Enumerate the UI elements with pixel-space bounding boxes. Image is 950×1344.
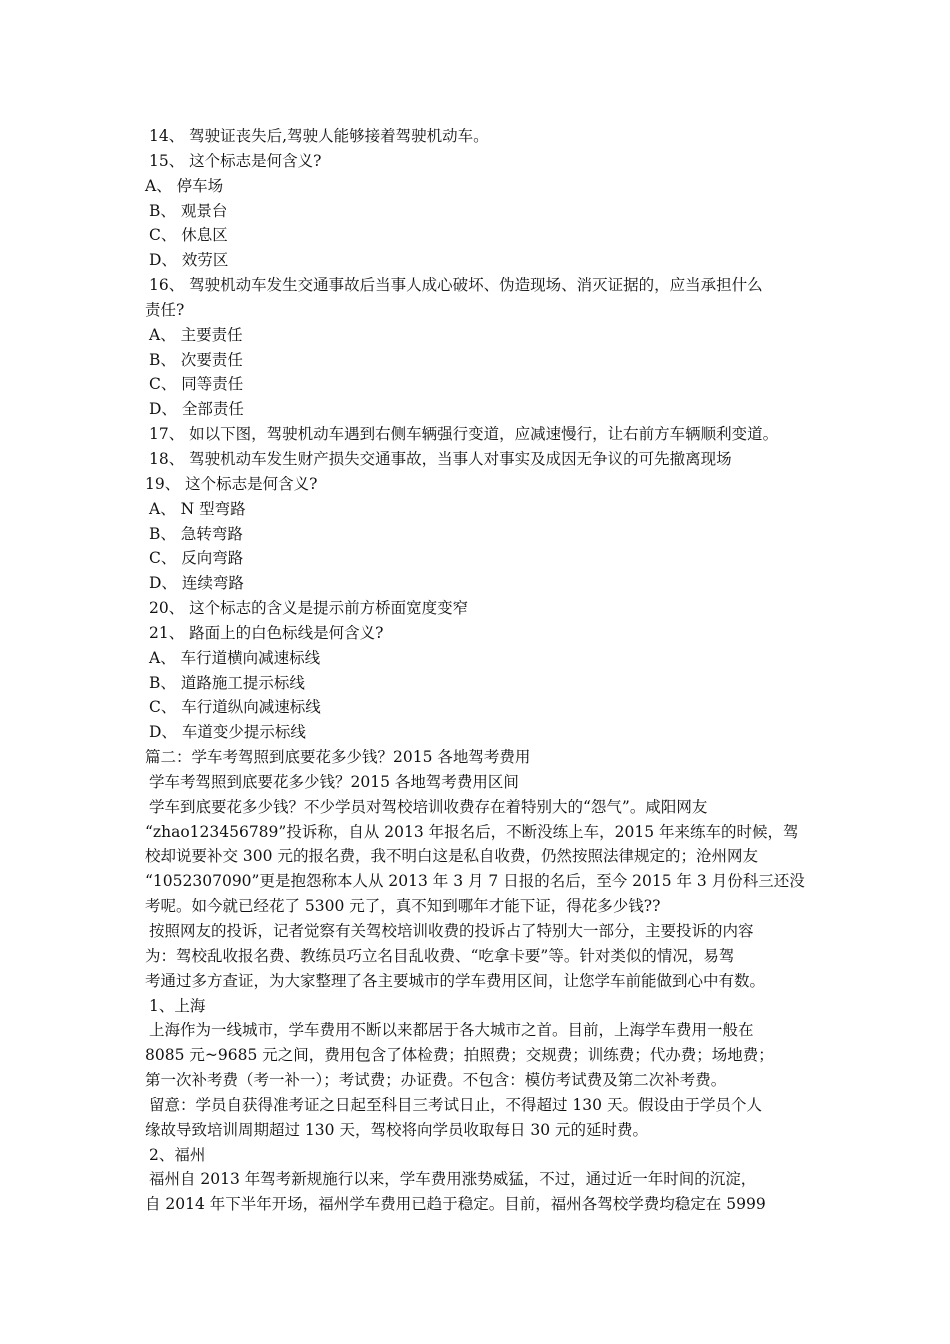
line-02: 15、 这个标志是何含义? (149, 151, 322, 170)
line-08: 责任? (145, 300, 185, 319)
line-18: C、 反向弯路 (149, 549, 244, 568)
line-25: D、 车道变少提示标线 (149, 723, 306, 742)
line-12: D、 全部责任 (149, 400, 244, 419)
line-24: C、 车行道纵向减速标线 (149, 698, 321, 717)
line-40: 留意：学员自获得准考证之日起至科目三考试日止，不得超过 130 天。假设由于学员个人 (149, 1095, 762, 1114)
line-31: “1052307090”更是抱怨称本人从 2013 年 3 月 7 日报的名后，至今 2015 年 3 月份科三还没 (145, 872, 805, 891)
line-05: C、 休息区 (149, 226, 228, 245)
line-43: 福州自 2013 年驾考新规施行以来，学车费用涨势威猛，不过，通过近一年时间的沉淀， (149, 1170, 757, 1189)
line-33: 按照网友的投诉，记者觉察有关驾校培训收费的投诉占了特别大一部分，主要投诉的内容 (149, 922, 754, 940)
line-20: 20、 这个标志的含义是提示前方桥面宽度变窄 (149, 599, 469, 618)
line-23: B、 道路施工提示标线 (149, 673, 305, 692)
line-44: 自 2014 年下半年开场，福州学车费用已趋于稳定。目前，福州各驾校学费均稳定在 5999 (145, 1195, 766, 1214)
line-13: 17、 如以下图，驾驶机动车遇到右侧车辆强行变道，应减速慢行，让右前方车辆顺利变道。 (149, 425, 779, 444)
line-15: 19、 这个标志是何含义? (145, 474, 318, 493)
line-30: 校却说要补交 300 元的报名费，我不明白这是私自收费，仍然按照法律规定的；沧州网友 (145, 847, 758, 866)
line-17: B、 急转弯路 (149, 524, 243, 543)
line-04: B、 观景台 (149, 201, 228, 220)
document-body (145, 124, 823, 1217)
line-16: A、 N 型弯路 (149, 499, 246, 518)
line-34: 为：驾校乱收报名费、教练员巧立名目乱收费、“吃拿卡要”等。针对类似的情况，易驾 (145, 946, 735, 965)
line-10: B、 次要责任 (149, 350, 243, 369)
line-41: 缘故导致培训周期超过 130 天，驾校将向学员收取每日 30 元的延时费。 (145, 1120, 649, 1139)
line-07: 16、 驾驶机动车发生交通事故后当事人成心破坏、伪造现场、消灭证据的，应当承担什么 (149, 276, 763, 295)
line-19: D、 连续弯路 (149, 574, 244, 593)
line-27: 学车考驾照到底要花多少钱？2015 各地驾考费用区间 (149, 772, 519, 791)
line-03: A、 停车场 (145, 176, 224, 195)
line-21: 21、 路面上的白色标线是何含义? (149, 623, 384, 642)
line-36: 1、上海 (149, 996, 206, 1015)
line-22: A、 车行道横向减速标线 (149, 648, 321, 667)
line-29: “zhao123456789”投诉称，自从 2013 年报名后，不断没练上车，2015 年来练车的时候，驾 (145, 822, 799, 841)
line-37: 上海作为一线城市，学车费用不断以来都居于各大城市之首。目前，上海学车费用一般在 (149, 1021, 754, 1040)
line-35: 考通过多方查证，为大家整理了各主要城市的学车费用区间，让您学车前能做到心中有数。 (145, 971, 766, 990)
line-09: A、 主要责任 (149, 325, 243, 344)
line-28: 学车到底要花多少钱？不少学员对驾校培训收费存在着特别大的“怨气”。咸阳网友 (149, 797, 708, 816)
line-39: 第一次补考费（考一补一）；考试费；办证费。不包含：模仿考试费及第二次补考费。 (145, 1071, 727, 1090)
line-26: 篇二：学车考驾照到底要花多少钱？2015 各地驾考费用 (145, 748, 531, 767)
line-38: 8085 元~9685 元之间，费用包含了体检费；拍照费；交规费；训练费；代办费；场地费； (145, 1046, 774, 1065)
line-42: 2、福州 (149, 1145, 206, 1164)
line-11: C、 同等责任 (149, 375, 244, 394)
line-14: 18、 驾驶机动车发生财产损失交通事故，当事人对事实及成因无争议的可先撤离现场 (149, 449, 732, 468)
line-32: 考呢。如今就已经花了 5300 元了，真不知到哪年才能下证，得花多少钱?? (145, 897, 661, 916)
line-06: D、 效劳区 (149, 251, 229, 270)
line-01: 14、 驾驶证丧失后,驾驶人能够接着驾驶机动车。 (149, 127, 489, 145)
